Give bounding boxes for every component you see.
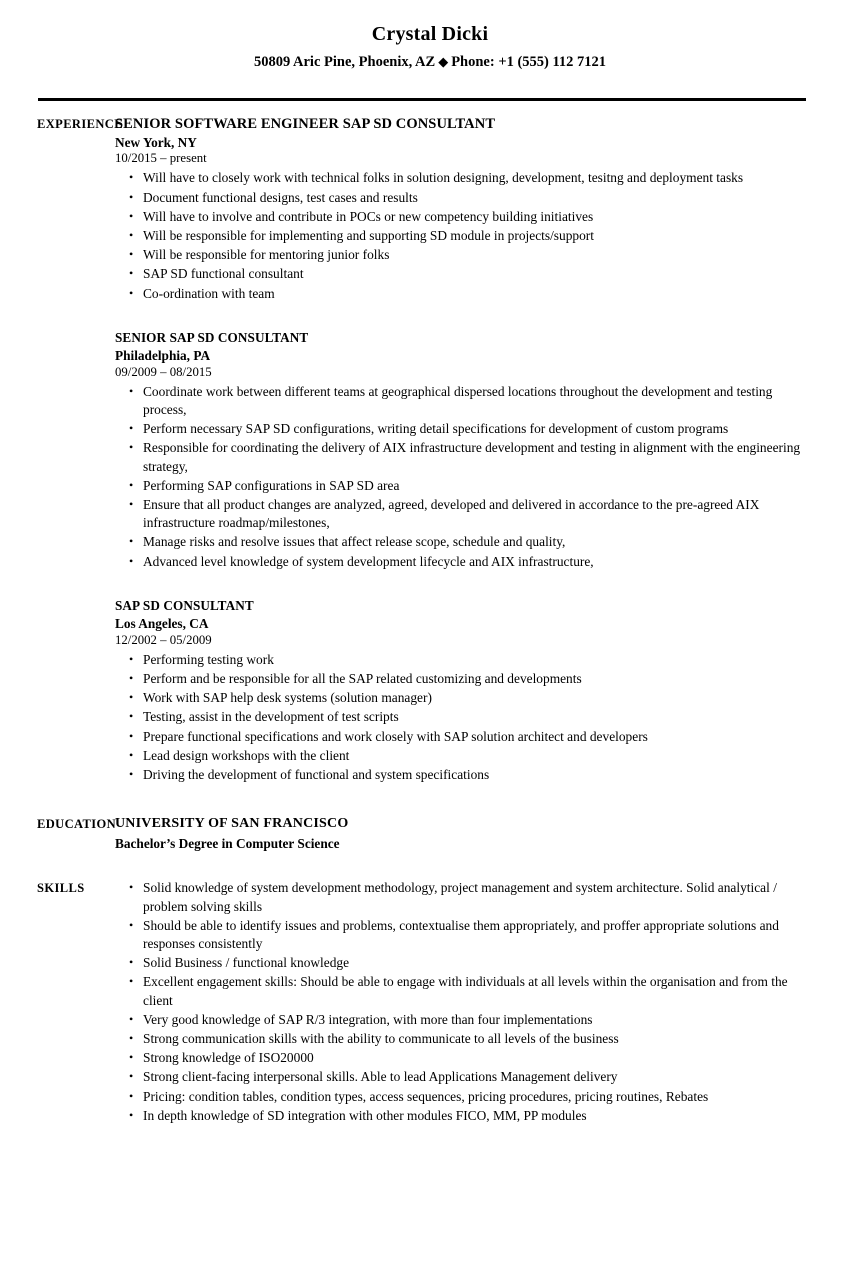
experience-entry <box>115 115 805 303</box>
section-label-education: EDUCATION <box>37 817 117 832</box>
list-item: • Will have to closely work with technical folks in solution designing, development, tesitng and deployment tasks <box>115 169 805 187</box>
job-bullet-list <box>115 169 805 303</box>
section-experience <box>0 115 860 785</box>
job-bullet-list <box>115 383 805 571</box>
list-item: • Coordinate work between different teams at geographical dispersed locations throughout the development and testing process, <box>115 383 805 419</box>
list-item: • Will be responsible for mentoring junior folks <box>115 246 805 264</box>
diamond-separator-icon: ◆ <box>438 54 449 69</box>
job-bullet-list <box>115 651 805 785</box>
job-title: SAP SD CONSULTANT <box>115 597 254 613</box>
job-location: Los Angeles, CA <box>115 616 209 632</box>
list-item: • Manage risks and resolve issues that affect release scope, schedule and quality, <box>115 533 805 551</box>
job-dates: 09/2009 – 08/2015 <box>115 364 212 379</box>
section-skills <box>0 879 860 1126</box>
experience-entries <box>115 115 815 785</box>
resume-content <box>0 115 860 1126</box>
section-label-experience: EXPERIENCE <box>37 117 123 131</box>
experience-entry <box>115 598 805 784</box>
list-item: • Will be responsible for implementing and supporting SD module in projects/support <box>115 227 805 245</box>
header-divider <box>38 98 806 101</box>
experience-entry <box>115 330 805 571</box>
list-item: • Excellent engagement skills: Should be able to engage with individuals at all levels within the organisation and from the client <box>115 973 805 1009</box>
job-location: New York, NY <box>115 135 197 151</box>
list-item: • Co-ordination with team <box>115 285 805 303</box>
list-item: • Will have to involve and contribute in POCs or new competency building initiatives <box>115 208 805 226</box>
list-item: • Advanced level knowledge of system development lifecycle and AIX infrastructure, <box>115 553 805 571</box>
list-item: • Performing SAP configurations in SAP SD area <box>115 477 805 495</box>
list-item: • Lead design workshops with the client <box>115 747 805 765</box>
candidate-name: Crystal Dicki <box>371 23 489 45</box>
list-item: • Strong communication skills with the ability to communicate to all levels of the business <box>115 1030 805 1048</box>
list-item: • Performing testing work <box>115 651 805 669</box>
list-item: • In depth knowledge of SD integration with other modules FICO, MM, PP modules <box>115 1107 805 1125</box>
contact-line <box>0 55 860 71</box>
list-item: • Perform necessary SAP SD configurations, writing detail specifications for development of custom programs <box>115 420 805 438</box>
list-item: • Testing, assist in the development of test scripts <box>115 708 805 726</box>
education-entries <box>115 815 815 853</box>
skills-entries <box>115 879 815 1126</box>
job-location: Philadelphia, PA <box>115 348 211 364</box>
list-item: • Perform and be responsible for all the SAP related customizing and developments <box>115 670 805 688</box>
list-item: • Pricing: condition tables, condition types, access sequences, pricing procedures, pricing routines, Rebates <box>115 1088 805 1106</box>
list-item: • Prepare functional specifications and work closely with SAP solution architect and developers <box>115 728 805 746</box>
list-item: • Very good knowledge of SAP R/3 integration, with more than four implementations <box>115 1011 805 1029</box>
list-item: • Driving the development of functional and system specifications <box>115 766 805 784</box>
list-item: • Ensure that all product changes are analyzed, agreed, developed and delivered in accordance to the pre-agreed AIX infrastructure roadmap/milestones, <box>115 496 805 532</box>
list-item: • Should be able to identify issues and problems, contextualise them appropriately, and proffer appropriate solutions and responses consistently <box>115 917 805 953</box>
job-dates: 12/2002 – 05/2009 <box>115 632 212 647</box>
list-item: • Strong knowledge of ISO20000 <box>115 1049 805 1067</box>
section-education <box>0 815 860 853</box>
list-item: • Responsible for coordinating the delivery of AIX infrastructure development and testing in alignment with the engineering strategy, <box>115 439 805 475</box>
list-item: • SAP SD functional consultant <box>115 265 805 283</box>
list-item: • Solid Business / functional knowledge <box>115 954 805 972</box>
skills-bullet-list <box>115 879 805 1125</box>
contact-phone: Phone: +1 (555) 112 7121 <box>451 54 607 70</box>
education-degree: Bachelor’s Degree in Computer Science <box>115 836 340 852</box>
job-dates: 10/2015 – present <box>115 151 207 166</box>
resume-page <box>0 23 860 1263</box>
contact-address: 50809 Aric Pine, Phoenix, AZ <box>253 54 436 70</box>
list-item: • Solid knowledge of system development methodology, project management and system architecture. Solid analytical / problem solving skills <box>115 879 805 915</box>
education-school: UNIVERSITY OF SAN FRANCISCO <box>115 816 349 832</box>
list-item: • Document functional designs, test cases and results <box>115 189 805 207</box>
list-item: • Strong client-facing interpersonal skills. Able to lead Applications Management delivery <box>115 1068 805 1086</box>
job-title: SENIOR SAP SD CONSULTANT <box>115 329 309 345</box>
section-label-skills: SKILLS <box>37 881 85 896</box>
list-item: • Work with SAP help desk systems (solution manager) <box>115 689 805 707</box>
job-title: SENIOR SOFTWARE ENGINEER SAP SD CONSULTANT <box>115 116 496 132</box>
